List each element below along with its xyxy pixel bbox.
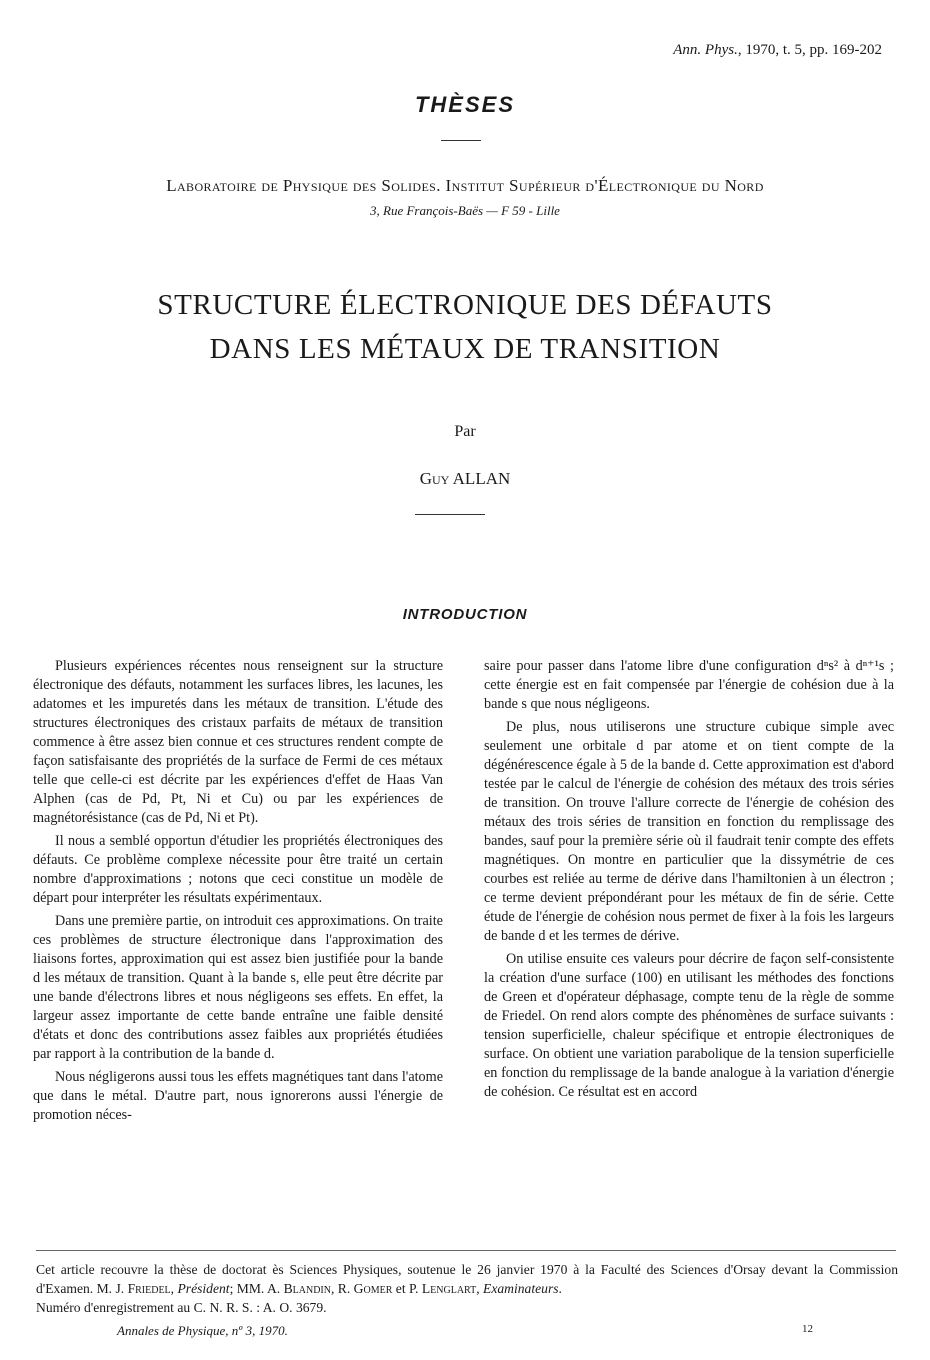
journal-reference [673, 42, 882, 59]
page-number: 12 [802, 1323, 813, 1335]
introduction-heading: INTRODUCTION [402, 606, 528, 623]
journal-name: Ann. Phys. [673, 42, 738, 58]
footnote-text: Cet article recouvre la thèse de doctorat ès Sciences Physiques, soutenue le 26 janvier 1970 à la Faculté des Sciences d'Orsay devant la Commission d'Examen. M. J. [36, 1262, 898, 1296]
footer-journal-issue: Annales de Physique, nº 3, 1970. [117, 1323, 288, 1338]
right-column [484, 657, 894, 1102]
author-divider [415, 514, 485, 515]
author-name [0, 469, 930, 489]
author-last-name: ALLAN [452, 469, 511, 488]
paragraph: On utilise ensuite ces valeurs pour décrire de façon self-consistente la création d'une surface (100) en utilisant les méthodes des fonctions de Green et d'opérateur déphasage, compte tenu de la règle de somme de Friedel. On rend alors compte des phénomènes de surface suivants : tension superficielle, chaleur spécifique et entropie électroniques de surface. On obtient une variation parabolique de la tension superficielle en fonction du remplissage de la bande analogue à la variation d'énergie de cohésion. Ce résultat est en accord [484, 951, 894, 1100]
section-label: THÈSES [414, 92, 516, 117]
footnote-divider [36, 1250, 896, 1251]
paragraph: De plus, nous utiliserons une structure cubique simple avec seulement une orbitale d par atome et on tient compte de la dégénérescence égale à 5 de la bande d. Cette approximation est d'abord testée par le calcul de l'énergie de cohésion des métaux des trois séries de transition. On trouve l'allure correcte de l'énergie de cohésion des métaux des trois séries de transition en fonction du remplissage des bandes, sauf pour la première série où il faudrait tenir compte des effets magnétiques. On montre en particulier que la dissymétrie de ces courbes est reliée au terme de dérive dans l'hamiltonien à un électron ; ce terme devient prépondérant pour les métaux de fin de série. Cette étude de l'énergie de cohésion nous permet de fixer à la fois les largeurs de bande d et les termes de dérive. [484, 719, 894, 944]
registration-number: Numéro d'enregistrement au C. N. R. S. : A. O. 3679. [36, 1300, 327, 1315]
title-line-2: DANS LES MÉTAUX DE TRANSITION [209, 333, 721, 365]
laboratory-address: 3, Rue François-Baës — F 59 - Lille [370, 203, 560, 218]
title-line-1: STRUCTURE ÉLECTRONIQUE DES DÉFAUTS [157, 289, 773, 321]
footnote-text: , R. [331, 1281, 354, 1296]
paragraph: Il nous a semblé opportun d'étudier les propriétés électroniques des défauts. Ce problème complexe nécessite pour être traité un certain nombre d'approximations ; notons que ceci constitue un modèle de départ pour interpréter les résultats expérimentaux. [33, 833, 443, 906]
examiner-name: Lenglart [421, 1281, 477, 1296]
header-divider [441, 140, 481, 141]
paragraph: saire pour passer dans l'atome libre d'une configuration dⁿs² à dⁿ⁺¹s ; cette énergie est en fait compensée par l'énergie de cohésion due à la bande s que nous négligeons. [484, 658, 894, 712]
journal-volume-pages: , 1970, t. 5, pp. 169-202 [737, 42, 882, 58]
paper-title [0, 283, 930, 371]
examiners-role: Examinateurs [483, 1281, 559, 1296]
paragraph: Plusieurs expériences récentes nous renseignent sur la structure électronique des défauts, notamment les surfaces libres, les lacunes, les adatomes et les impuretés dans les métaux de transition. L'étude des structures électroniques des cristaux parfaits de métaux de transition commence à être assez bien connue et ces structures rendent compte de façon satisfaisante des propriétés de la surface de Fermi de ces métaux telle que celle-ci est décrite par les expériences d'effet de Haas Van Alphen (cas de Pd, Pt, Ni et Cu) ou par les expériences de magnétorésistance (cas de Pd, Ni et Pt). [33, 658, 443, 826]
footnote-text: et P. [392, 1281, 422, 1296]
examiner-name: Gomer [353, 1281, 393, 1296]
president-role: Président [177, 1281, 230, 1296]
author-first-name: Guy [419, 469, 450, 488]
president-name: Friedel [127, 1281, 171, 1296]
footnote: Cet article recouvre la thèse de doctorat ès Sciences Physiques, soutenue le 26 janvier 1970 à la Faculté des Sciences d'Orsay devant la Commission d'Examen. M. J. Friedel, Président; MM. A. Blandin, R. Gomer et P. Lenglart, Examinateurs. Numéro d'enregistrement au C. N. R. S. : A. O. 3679. [36, 1262, 898, 1315]
left-column [33, 657, 443, 1125]
byline-par: Par [454, 423, 476, 440]
examiner-name: Blandin [283, 1281, 331, 1296]
paragraph: Nous négligerons aussi tous les effets magnétiques tant dans l'atome que dans le métal. D'autre part, nous ignorerons aussi l'énergie de promotion néces- [33, 1069, 443, 1123]
footnote-text: ; MM. A. [229, 1281, 284, 1296]
laboratory-affiliation: Laboratoire de Physique des Solides. Institut Supérieur d'Électronique du Nord [166, 176, 764, 195]
paragraph: Dans une première partie, on introduit ces approximations. On traite ces problèmes de structure électronique dans l'approximation des liaisons fortes, approximation qui est assez bien justifiée pour la bande d les métaux de transition. Quant à la bande s, elle peut être décrite par une bande d'électrons libres et nous négligeons ses effets. En effet, la largeur assez importante de cette bande entraîne une faible densité d'états et donc des contributions assez faibles aux propriétés étudiées par rapport à la contribution de la bande d. [33, 913, 443, 1062]
